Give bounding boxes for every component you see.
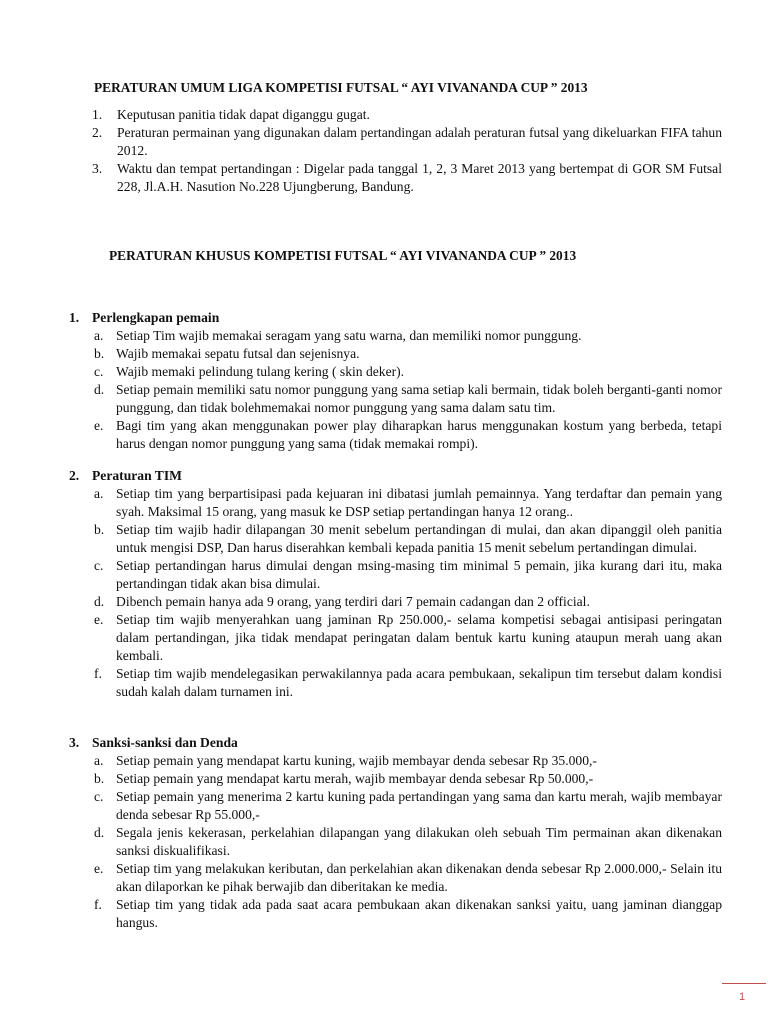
list-item bbox=[92, 345, 722, 363]
item-letter: e. bbox=[94, 612, 104, 627]
section-player-equipment bbox=[69, 309, 722, 453]
item-text: Setiap tim wajib hadir dilapangan 30 menit sebelum pertandingan di mulai, dan akan dipanggil oleh panitia untuk mengisi DSP, Dan harus diserahkan kembali kepada panitia 15 menit sebelum pertandingan dimulai. bbox=[116, 522, 722, 555]
item-letter: e. bbox=[94, 861, 104, 876]
item-number: 2. bbox=[92, 125, 103, 140]
item-text: Setiap pertandingan harus dimulai dengan msing-masing tim minimal 5 pemain, jika kurang dari itu, maka pertandingan tidak akan bisa dimulai. bbox=[116, 558, 722, 591]
general-rules-list bbox=[92, 106, 722, 196]
item-letter: f. bbox=[94, 897, 102, 912]
item-letter: c. bbox=[94, 789, 104, 804]
section-heading bbox=[69, 467, 722, 485]
special-rules-title: PERATURAN KHUSUS KOMPETISI FUTSAL “ AYI VIVANANDA CUP ” 2013 bbox=[109, 248, 577, 263]
list-item bbox=[92, 327, 722, 345]
item-letter: b. bbox=[94, 522, 105, 537]
section-sanctions-fines bbox=[69, 734, 722, 932]
item-text: Setiap tim wajib mendelegasikan perwakilannya pada acara pembukaan, sekalipun tim tersebut dalam kondisi sudah kalah dalam turnamen ini. bbox=[116, 666, 722, 699]
list-item bbox=[92, 788, 722, 824]
item-letter: b. bbox=[94, 771, 105, 786]
item-letter: d. bbox=[94, 382, 105, 397]
list-item bbox=[92, 770, 722, 788]
item-text: Peraturan permainan yang digunakan dalam pertandingan adalah peraturan futsal yang dikeluarkan FIFA tahun 2012. bbox=[117, 125, 722, 158]
section-heading bbox=[69, 309, 722, 327]
list-item bbox=[92, 860, 722, 896]
item-letter: c. bbox=[94, 364, 104, 379]
general-rules-title: PERATURAN UMUM LIGA KOMPETISI FUTSAL “ AYI VIVANANDA CUP ” 2013 bbox=[94, 80, 588, 95]
item-text: Setiap tim wajib menyerahkan uang jaminan Rp 250.000,- selama kompetisi sebagai antisipasi peringatan dalam pertandingan, jika tidak mendapat peringatan dalam bentuk kartu kuning ataupun merah uang akan kembali. bbox=[116, 612, 722, 663]
list-item bbox=[92, 824, 722, 860]
item-text: Segala jenis kekerasan, perkelahian dilapangan yang dilakukan oleh sebuah Tim permainan akan dikenakan sanksi diskualifikasi. bbox=[116, 825, 722, 858]
page-number: 1 bbox=[739, 991, 746, 1003]
item-number: 1. bbox=[92, 107, 103, 122]
list-item bbox=[92, 417, 722, 453]
section-title: Sanksi-sanksi dan Denda bbox=[92, 735, 238, 750]
list-item bbox=[92, 363, 722, 381]
list-item bbox=[92, 557, 722, 593]
list-item bbox=[92, 665, 722, 701]
item-letter: c. bbox=[94, 558, 104, 573]
list-item bbox=[92, 521, 722, 557]
list-item bbox=[92, 611, 722, 665]
item-text: Setiap tim yang berpartisipasi pada kejuaran ini dibatasi jumlah pemainnya. Yang terdaftar dan pemain yang syah. Maksimal 15 orang, yang masuk ke DSP setiap pertandingan hanya 12 orang.. bbox=[116, 486, 722, 519]
item-text: Setiap tim yang tidak ada pada saat acara pembukaan akan dikenakan sanksi yaitu, uang jaminan dianggap hangus. bbox=[116, 897, 722, 930]
item-text: Waktu dan tempat pertandingan : Digelar pada tanggal 1, 2, 3 Maret 2013 yang bertempat di GOR SM Futsal 228, Jl.A.H. Nasution No.228 Ujungberung, Bandung. bbox=[117, 161, 722, 194]
item-text: Keputusan panitia tidak dapat diganggu gugat. bbox=[117, 107, 370, 122]
section-number: 2. bbox=[69, 468, 80, 483]
item-letter: a. bbox=[94, 753, 104, 768]
item-text: Setiap pemain yang mendapat kartu merah, wajib membayar denda sebesar Rp 50.000,- bbox=[116, 771, 594, 786]
section-number: 3. bbox=[69, 735, 80, 750]
item-text: Bagi tim yang akan menggunakan power play diharapkan harus menggunakan kostum yang berbeda, tetapi harus dengan nomor punggung yang sama (tidak memakai rompi). bbox=[116, 418, 722, 451]
sub-list bbox=[92, 327, 722, 453]
list-item bbox=[92, 381, 722, 417]
item-letter: b. bbox=[94, 346, 105, 361]
item-text: Setiap pemain memiliki satu nomor punggung yang sama setiap kali bermain, tidak boleh berganti-ganti nomor punggung, dan tidak bolehmemakai nomor punggung yang sama dalam satu tim. bbox=[116, 382, 722, 415]
sub-list bbox=[92, 752, 722, 932]
item-text: Setiap Tim wajib memakai seragam yang satu warna, dan memiliki nomor punggung. bbox=[116, 328, 582, 343]
item-text: Setiap pemain yang menerima 2 kartu kuning pada pertandingan yang sama dan kartu merah, wajib membayar denda sebesar Rp 55.000,- bbox=[116, 789, 722, 822]
item-letter: f. bbox=[94, 666, 102, 681]
list-item bbox=[92, 896, 722, 932]
item-letter: e. bbox=[94, 418, 104, 433]
item-letter: a. bbox=[94, 328, 104, 343]
item-text: Setiap tim yang melakukan keributan, dan perkelahian akan dikenakan denda sebesar Rp 2.000.000,- Selain itu akan dilaporkan ke pihak berwajib dan diberitakan ke media. bbox=[116, 861, 722, 894]
list-item bbox=[92, 106, 722, 124]
list-item bbox=[92, 485, 722, 521]
list-item bbox=[92, 593, 722, 611]
item-letter: d. bbox=[94, 594, 105, 609]
list-item bbox=[92, 752, 722, 770]
item-number: 3. bbox=[92, 161, 103, 176]
section-title: Peraturan TIM bbox=[92, 468, 182, 483]
item-text: Dibench pemain hanya ada 9 orang, yang terdiri dari 7 pemain cadangan dan 2 official. bbox=[116, 594, 590, 609]
item-letter: d. bbox=[94, 825, 105, 840]
section-heading bbox=[69, 734, 722, 752]
list-item bbox=[92, 124, 722, 160]
section-number: 1. bbox=[69, 310, 80, 325]
section-title: Perlengkapan pemain bbox=[92, 310, 220, 325]
section-team-rules bbox=[69, 467, 722, 701]
item-text: Wajib memakai sepatu futsal dan sejenisnya. bbox=[116, 346, 360, 361]
sub-list bbox=[92, 485, 722, 701]
list-item bbox=[92, 160, 722, 196]
item-text: Setiap pemain yang mendapat kartu kuning, wajib membayar denda sebesar Rp 35.000,- bbox=[116, 753, 597, 768]
item-letter: a. bbox=[94, 486, 104, 501]
item-text: Wajib memaki pelindung tulang kering ( skin deker). bbox=[116, 364, 405, 379]
footer-divider bbox=[722, 983, 766, 984]
